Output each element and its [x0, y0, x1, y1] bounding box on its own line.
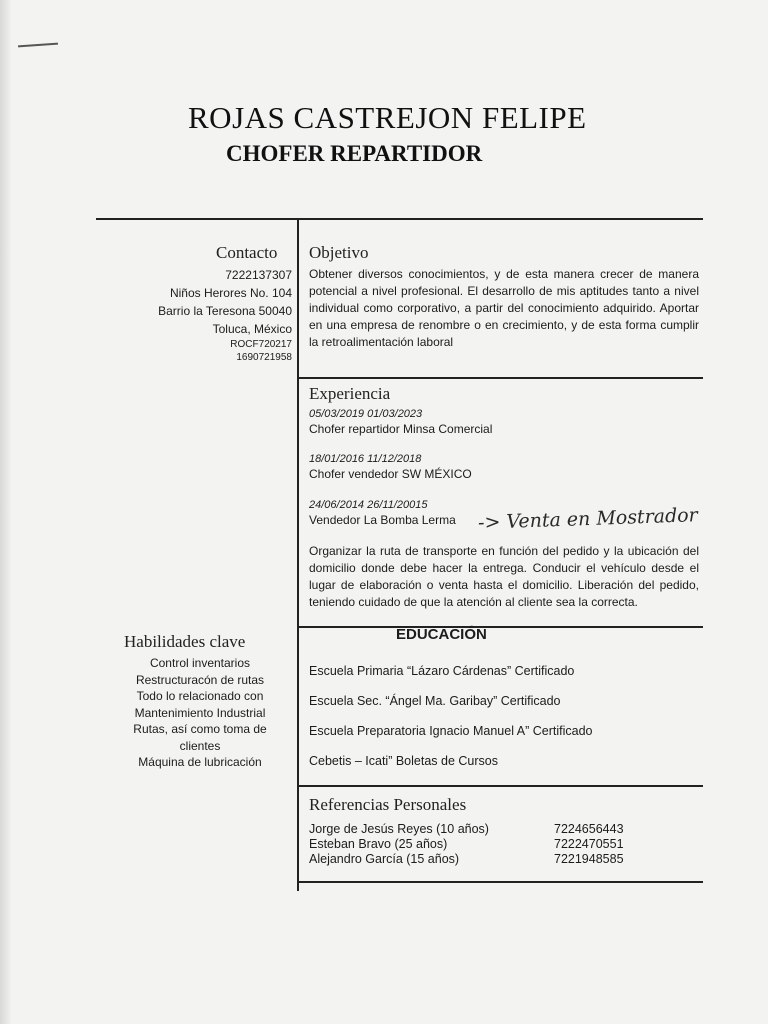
scan-edge — [0, 0, 12, 1024]
reference-name: Alejandro García (15 años) — [309, 852, 460, 866]
education-item: Escuela Primaria “Lázaro Cárdenas” Certificado — [309, 664, 575, 678]
job-entry — [309, 407, 492, 437]
corner-pen-mark — [18, 43, 58, 48]
education-item: Cebetis – Icati” Boletas de Cursos — [309, 754, 498, 768]
footer-divider — [299, 881, 703, 883]
references-title: Referencias Personales — [309, 795, 467, 814]
objective-title: Objetivo — [309, 243, 369, 262]
experience-title: Experiencia — [309, 384, 391, 403]
reference-name: Jorge de Jesús Reyes (10 años) — [309, 822, 489, 836]
header-divider — [96, 218, 703, 220]
reference-phone: 7224656443 — [554, 822, 624, 836]
job-position: Vendedor La Bomba Lerma — [309, 513, 456, 527]
candidate-name: ROJAS CASTREJON FELIPE — [188, 100, 587, 135]
reference-name: Esteban Bravo (25 años) — [309, 837, 448, 851]
objective-divider — [299, 377, 703, 379]
skill-item: Máquina de lubricación — [138, 755, 262, 769]
job-position: Chofer vendedor SW MÉXICO — [309, 467, 472, 481]
skill-item: Mantenimiento Industrial — [134, 705, 266, 720]
skills-title: Habilidades clave — [124, 632, 246, 651]
references-divider — [299, 785, 703, 787]
reference-phone: 7221948585 — [554, 852, 624, 866]
contact-city: Toluca, México — [212, 322, 292, 336]
education-item: Escuela Sec. “Ángel Ma. Garibay” Certificado — [309, 694, 561, 708]
contact-phone: 7222137307 — [225, 268, 292, 282]
education-item: Escuela Preparatoria Ignacio Manuel A” Certificado — [309, 724, 593, 738]
contact-rfc: ROCF720217 — [230, 339, 292, 350]
job-dates: 18/01/2016 11/12/2018 — [309, 453, 422, 465]
skills-list — [120, 655, 280, 771]
experience-description: Organizar la ruta de transporte en función del pedido y la ubicación del domicilio donde debe hacer la entrega. Conducir el vehículo desde el lugar de elaboración o venta hasta el domicilio. Liberación del pedido, teniendo cuidado de que la atención al cliente sea la correcta. — [309, 544, 699, 609]
candidate-role: CHOFER REPARTIDOR — [226, 141, 483, 166]
handwritten-note: -> Venta en Mostrador — [477, 504, 699, 534]
job-entry — [309, 498, 456, 528]
contact-street: Niños Herores No. 104 — [169, 286, 292, 300]
contact-block — [158, 266, 292, 364]
job-dates: 05/03/2019 01/03/2023 — [309, 408, 423, 420]
job-position: Chofer repartidor Minsa Comercial — [309, 422, 493, 436]
job-dates: 24/06/2014 26/11/20015 — [309, 499, 428, 511]
contact-title: Contacto — [216, 243, 278, 262]
job-entry — [309, 452, 472, 482]
reference-phone: 7222470551 — [554, 837, 624, 851]
skill-item: Rutas, así como toma de — [133, 722, 267, 736]
column-divider — [297, 219, 299, 891]
skill-item: Todo lo relacionado con — [136, 689, 264, 703]
skill-item: Control inventarios — [149, 656, 251, 670]
education-title: EDUCACIÓN — [396, 626, 487, 643]
contact-neighborhood: Barrio la Teresona 50040 — [158, 304, 292, 318]
contact-id-number: 1690721958 — [236, 352, 292, 363]
education-divider — [299, 626, 703, 628]
objective-text: Obtener diversos conocimientos, y de esta manera crecer de manera potencial a nivel profesional. El desarrollo de mis aptitudes tanto a nivel individual como corporativo, a partir del conocimiento adquirido. Aportar en una empresa de renombre o en crecimiento, y de esta forma cumplir la retroalimentación laboral — [309, 267, 699, 349]
skill-item: Restructuracón de rutas — [135, 672, 265, 687]
skill-item: clientes — [179, 738, 221, 753]
